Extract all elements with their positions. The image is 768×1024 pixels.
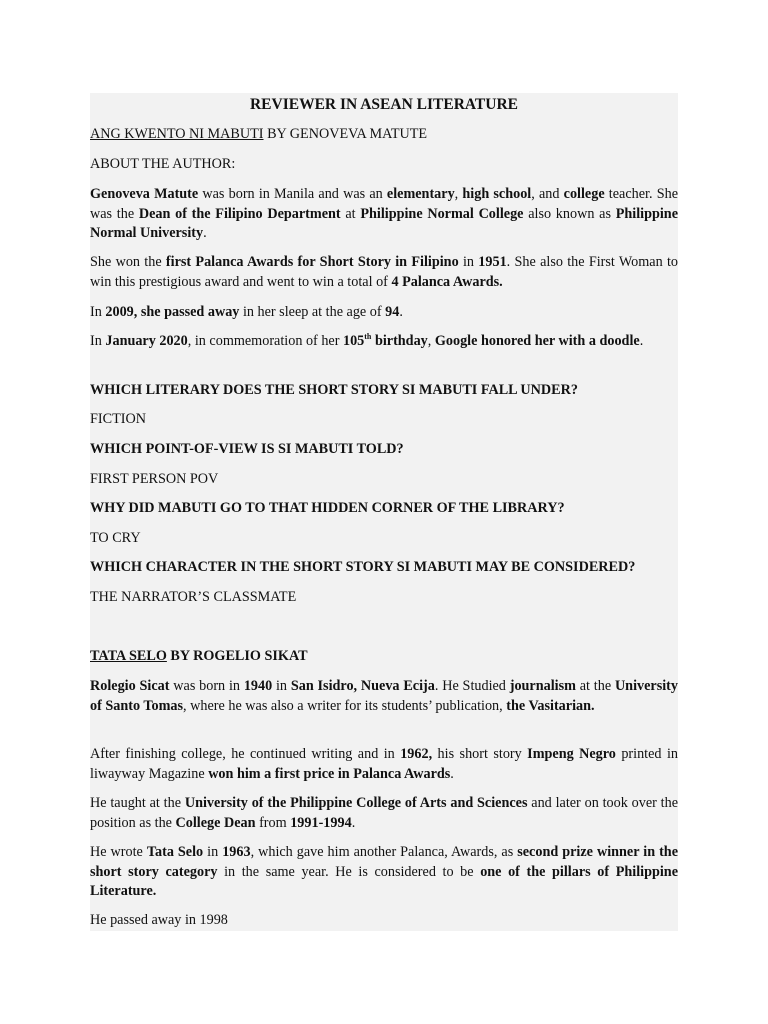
bold-text: January 2020 xyxy=(105,333,188,349)
text: in her sleep at the age of xyxy=(239,304,386,320)
story1-paragraph-3 xyxy=(90,303,678,323)
text: . xyxy=(639,333,644,349)
bold-text: Impeng Negro xyxy=(527,746,616,762)
question-4 xyxy=(90,558,678,578)
bold-text: University of the Philippine College of Arts and Sciences xyxy=(184,795,528,811)
question-text: WHICH CHARACTER IN THE SHORT STORY SI MABUTI MAY BE CONSIDERED? xyxy=(90,559,636,575)
bold-text: elementary xyxy=(386,186,455,202)
text: , xyxy=(454,186,463,202)
text: , where he was also a writer for its students’ publication, xyxy=(183,697,507,714)
text: , and xyxy=(531,186,564,202)
text: . xyxy=(203,225,207,241)
text: , which gave him another Palanca, Awards, as xyxy=(250,844,518,860)
document-title: REVIEWER IN ASEAN LITERATURE xyxy=(249,96,518,113)
story1-paragraph-1 xyxy=(90,185,678,244)
text: . He Studied xyxy=(434,678,510,694)
bold-text: Philippine Normal University xyxy=(90,205,678,241)
bold-text: University of Santo Tomas xyxy=(90,678,678,714)
bold-text: 1963 xyxy=(222,844,251,860)
story1-title: ANG KWENTO NI MABUTI xyxy=(90,126,264,142)
bold-text: 1991-1994 xyxy=(290,814,352,831)
answer-2: FIRST PERSON POV xyxy=(90,471,219,487)
bold-text: 1951 xyxy=(478,254,507,270)
text: at xyxy=(340,205,361,222)
text: in xyxy=(203,844,223,860)
text: was born in Manila and was an xyxy=(198,186,387,202)
text: . xyxy=(351,814,356,831)
text: was born in xyxy=(169,678,244,694)
bold-text: second prize winner in the short story category xyxy=(90,844,678,880)
text: . xyxy=(399,304,403,320)
story2-paragraph-5: He passed away in 1998 xyxy=(90,912,228,928)
text: in the same year. He is considered to be xyxy=(217,863,481,880)
question-text: WHICH POINT-OF-VIEW IS SI MABUTI TOLD? xyxy=(90,441,404,457)
question-text: WHICH LITERARY DOES THE SHORT STORY SI MABUTI FALL UNDER? xyxy=(90,382,578,398)
question-text: WHY DID MABUTI GO TO THAT HIDDEN CORNER OF THE LIBRARY? xyxy=(90,500,565,516)
superscript: th xyxy=(364,332,372,341)
text: and later on took over the position as the xyxy=(90,795,678,831)
answer-4: THE NARRATOR’S CLASSMATE xyxy=(90,589,297,605)
text: . She also the First Woman to win this prestigious award and went to win a total of xyxy=(90,254,678,290)
story2-paragraph-4 xyxy=(90,843,678,902)
text: in xyxy=(272,678,291,694)
text: at the xyxy=(575,678,615,694)
text: , in commemoration of her xyxy=(187,333,343,349)
bold-text: Dean of the Filipino Department xyxy=(138,205,341,222)
bold-text: College Dean xyxy=(175,814,256,831)
text: his short story xyxy=(432,746,528,762)
story1-heading xyxy=(90,125,678,145)
bold-text: Genoveva Matute xyxy=(90,186,199,202)
bold-text: 1940 xyxy=(243,678,273,694)
bold-text: 105 xyxy=(342,333,365,349)
bold-text: won him a first price in Palanca Awards xyxy=(208,765,451,782)
story2-paragraph-2 xyxy=(90,745,678,784)
story2-author: BY ROGELIO SIKAT xyxy=(166,648,308,664)
question-1 xyxy=(90,381,678,401)
document-page xyxy=(90,93,678,931)
text: printed in liwayway Magazine xyxy=(90,746,678,782)
story2-heading xyxy=(90,647,678,667)
story2-title: TATA SELO xyxy=(90,648,167,664)
text: She won the xyxy=(90,254,166,270)
story2-paragraph-3 xyxy=(90,794,678,833)
answer-1: FICTION xyxy=(90,411,146,427)
bold-text: Rolegio Sicat xyxy=(90,678,170,694)
text: He taught at the xyxy=(90,795,185,811)
question-2 xyxy=(90,440,678,460)
bold-text: one of the pillars of Philippine Literature. xyxy=(90,863,678,899)
bold-text: high school xyxy=(462,186,532,202)
question-3 xyxy=(90,499,678,519)
text: , xyxy=(427,333,435,349)
bold-text: 2009, she passed away xyxy=(105,304,240,320)
about-author-label: ABOUT THE AUTHOR: xyxy=(90,156,236,172)
bold-text: 1962, xyxy=(400,746,433,762)
bold-text: 4 Palanca Awards. xyxy=(391,273,503,290)
bold-text: the Vasitarian. xyxy=(506,697,595,714)
bold-text: first Palanca Awards for Short Story in Filipino xyxy=(165,254,459,270)
bold-text: 94 xyxy=(385,304,400,320)
story1-paragraph-4 xyxy=(90,332,678,352)
text: . xyxy=(450,765,454,782)
text: teacher. She was the xyxy=(90,186,678,222)
story2-paragraph-1 xyxy=(90,677,678,716)
story1-paragraph-2 xyxy=(90,253,678,292)
text: After finishing college, he continued writing and in xyxy=(90,746,401,762)
bold-text: Philippine Normal College xyxy=(360,205,524,222)
bold-text: San Isidro, Nueva Ecija xyxy=(290,678,435,694)
bold-text: Tata Selo xyxy=(146,844,204,860)
text: also known as xyxy=(523,205,616,222)
story1-author: BY GENOVEVA MATUTE xyxy=(263,126,428,142)
text: in xyxy=(458,254,479,270)
text: In xyxy=(90,304,106,320)
bold-text: college xyxy=(563,186,605,202)
bold-text: Google honored her with a doodle xyxy=(434,333,640,349)
answer-3: TO CRY xyxy=(90,530,141,546)
bold-text: birthday xyxy=(371,333,428,349)
text: from xyxy=(255,814,291,831)
bold-text: journalism xyxy=(509,678,576,694)
text: He wrote xyxy=(90,844,147,860)
text: In xyxy=(90,333,106,349)
